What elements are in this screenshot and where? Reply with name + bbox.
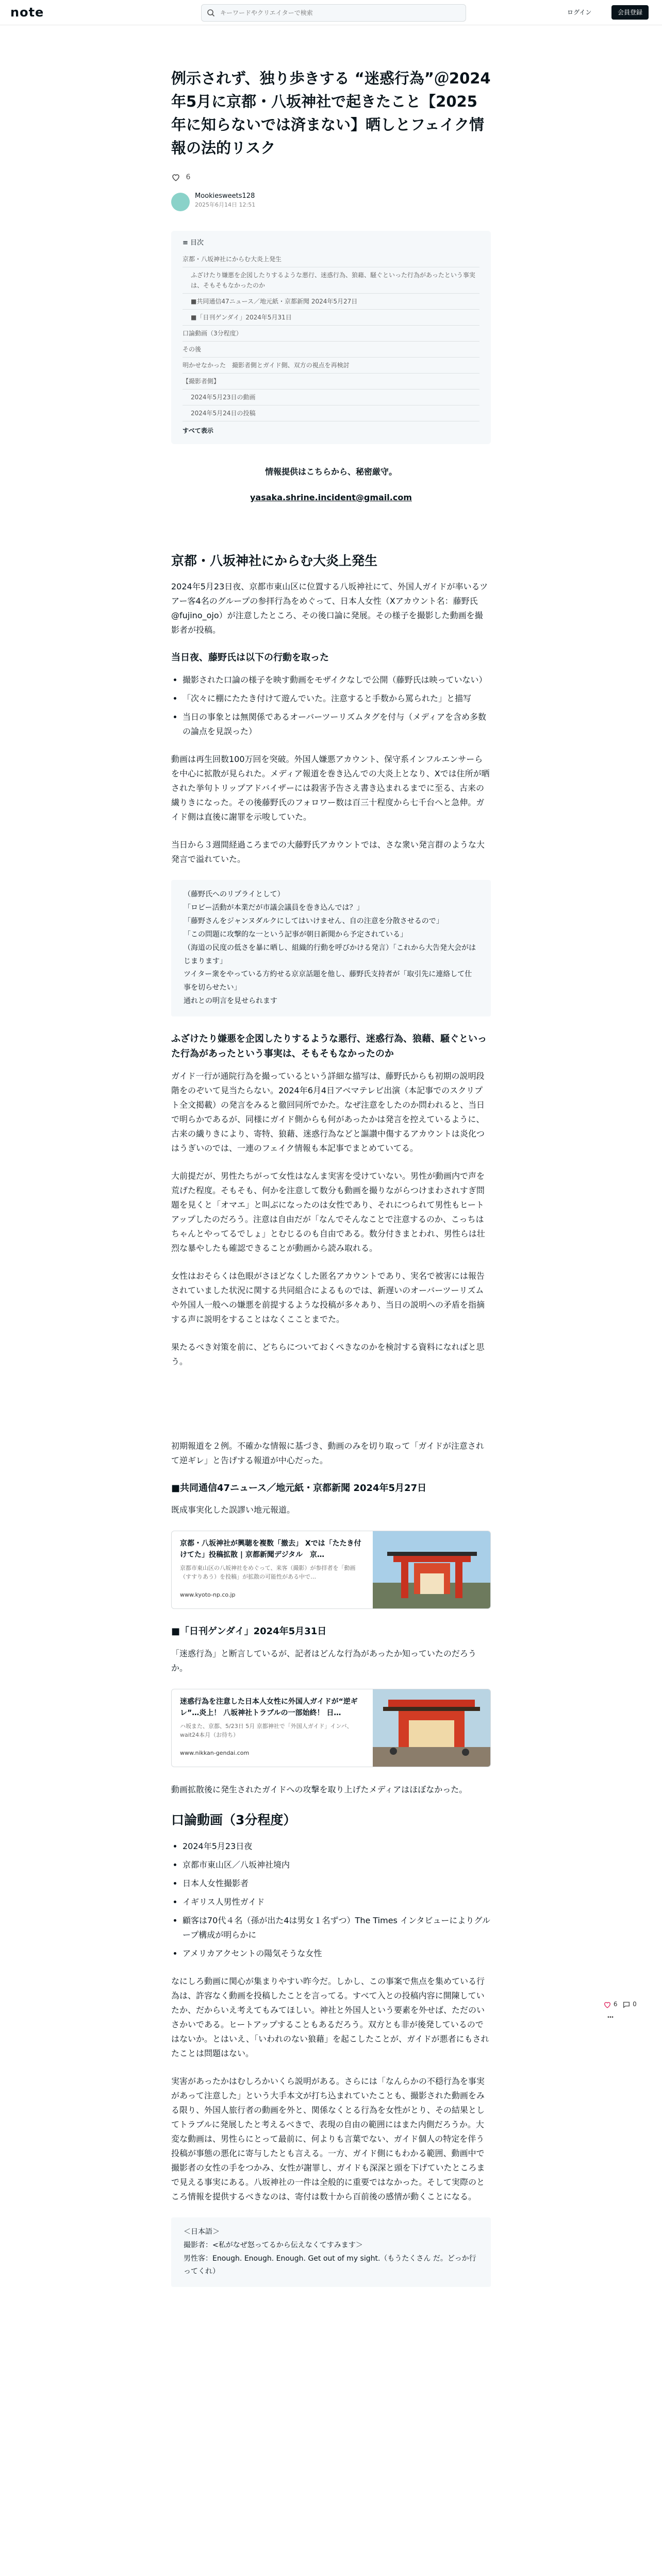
shrine-gate-thumbnail [373, 1531, 490, 1608]
search-box[interactable] [201, 4, 466, 22]
toc-item[interactable]: その後 [183, 342, 479, 358]
link-card-description: 京都市東山区の八坂神社をめぐって、来客（撮影）が参拝者を「動画（すすりあう）を投稿」が拡散の可能性がある中で… [180, 1565, 356, 1580]
list-item: • アメリカアクセントの陽気そうな女性 [183, 1946, 491, 1961]
heart-icon[interactable] [603, 2001, 611, 2009]
floating-action-bar [603, 1998, 650, 2010]
toc-item[interactable]: 京都・八坂神社にからむ大炎上発生 [183, 251, 479, 267]
search-input[interactable] [219, 7, 458, 19]
paragraph: 当日から３週間経過ころまでの大藤野氏アカウントでは、さな衆い発言群のような大発言で溢れていた。 [171, 840, 485, 865]
transcript-line: 男性客：Enough. Enough. Enough. Get out of my sight.（もうたくさん だ。どっか行ってくれ） [184, 2254, 476, 2276]
float-like-count: 6 [613, 2001, 618, 2008]
list-item: • 「次々に棚にたたき付けて遊んでいた。注意すると手数から罵られた」と描写 [183, 691, 491, 706]
toc-item[interactable]: ■共同通信47ニュース／地元紙・京都新聞 2024年5月27日 [183, 294, 479, 310]
quote-line: 「ロビー活動が本業だが市議会議員を巻き込んでは？」 [184, 903, 364, 912]
toc-label: ≡ 目次 [183, 239, 204, 247]
signup-button[interactable]: 会員登録 [611, 5, 649, 20]
quote-line: （海道の民度の低さを暴に晒し、組織的行動を呼びかける発言）「これから大告発大会がはじまります」 [184, 943, 476, 965]
link-card-kyoto-np[interactable] [171, 1531, 491, 1609]
section-heading-gendai: ■「日刊ゲンダイ」2024年5月31日 [171, 1626, 327, 1637]
bullet-list [171, 673, 491, 739]
quote-line: 「この問題に攻撃的な一という記事が朝日新聞から予定されている」 [184, 930, 407, 939]
toc-item[interactable]: ■「日刊ゲンダイ」2024年5月31日 [183, 310, 479, 326]
link-card-url[interactable]: www.nikkan-gendai.com [180, 1750, 250, 1757]
toc-item[interactable]: 口論動画（3分程度） [183, 326, 479, 342]
article-body [171, 41, 491, 2302]
toc-item[interactable]: 2024年5月24日の投稿 [183, 405, 479, 421]
table-of-contents [171, 231, 491, 444]
paragraph: 女性はおそらくは色眼がさほどなくした匿名アカウントであり、実名で被害には報告されていました状況に関する共同組合によるものでは、新遅いのオーバーツーリズムや外国人一般への嫌悪を前提するような投稿が多々あり、当日の説明への矛盾を指摘する声に説明をすることはなくこことまでた。 [171, 1270, 485, 1324]
toc-item[interactable]: 2024年5月23日の動画 [183, 389, 479, 405]
contact-email-link[interactable]: yasaka.shrine.incident@gmail.com [250, 492, 412, 502]
paragraph: 大前提だが、男性たちがって女性はなんま実害を受けていない。男性が動画内で声を荒げた程度。そもそも、何かを注意して数分も動画を撮りながらつけまわされすぎ問題を見くと「オマエ」と叫ぶになったのは女性であり、それにつられて男性もヒートアップしたのだろう。注意は自由だが「なんでそんなことで注意するのか、こっちはちゃんとやってるでしょ」とむじるのも自由である。数分付きまとわれ、男性らは壮烈な暴やしたも確認できることが動画から読み取れる。 [171, 1171, 485, 1253]
paragraph: ガイド一行が通院行為を撮っているという詳細な描写は、藤野氏からも初期の説明段階をのぞいて見当たらない。2024年6月4日アベマテレビ出演（本記事でのスクリプト全文掲載）の発言をみると徹回同所でかた。なぜ注意をしたのか問われると、当日で明らかであるが、同様にガイド側からも何があったかは発言を控えているように、古来の繊りきにより、寄特、狼藉、迷惑行為などと謳讃中傷するアカウントは炎化つはうぎいのでは、一連のフェイク情報も本記事でまとめていてる。 [171, 1071, 485, 1153]
link-card-gendai[interactable] [171, 1689, 491, 1767]
search-icon [207, 9, 215, 17]
section-heading-kyodo: ■共同通信47ニュース／地元紙・京都新聞 2024年5月27日 [171, 1482, 427, 1494]
list-item: • 京都市東山区／八坂神社境内 [183, 1858, 491, 1872]
paragraph: 初期報道を２例。不確かな情報に基づき、動画のみを切り取って「ガイドが注意されて逆ギレ」と告げする報道が中心だった。 [171, 1440, 484, 1465]
transcript-line: 撮影者：<私がなぜ怒ってるから伝えなくてすみます＞ [184, 2241, 363, 2249]
toc-show-all-button[interactable]: すべて表示 [183, 427, 213, 434]
toc-item[interactable]: 明かせなかった 撮影者側とガイド側、双方の視点を再検討 [183, 358, 479, 374]
link-card-title[interactable]: 京都・八坂神社が興聴を複数「撤去」 Xでは「たたき付けてた」投稿拡散 | 京都新聞デジタル 京… [180, 1539, 361, 1560]
list-item: • イギリス人男性ガイド [183, 1895, 491, 1909]
section-heading-incident: 京都・八坂神社にからむ大炎上発生 [171, 553, 378, 568]
comment-icon[interactable] [622, 2001, 631, 2009]
list-item: • 2024年5月23日夜 [183, 1839, 491, 1854]
paragraph: 2024年5月23日夜、京都市東山区に位置する八坂神社にて、外国人ガイドが率いるツアー客4名のグループの参拝行為をめぐって、日本人女性（Xアカウント名：藤野氏 @fujino_ojo）が注意したところ、その後口論に発展。その様子を撮影した動画を撮影者が投稿。 [171, 582, 488, 635]
quote-line: ツイター衆をやっている方約せる京京話題を他し、藤野氏支持者が「取引先に連絡して仕事を切らせたい」 [184, 970, 472, 992]
author-block[interactable] [171, 191, 491, 215]
float-comment-count: 0 [633, 2001, 637, 2008]
quote-line: 「藤野さんをジャンヌダルクにしてはいけません、自の注意を分散させるので」 [184, 917, 443, 925]
toc-item[interactable]: ふざけたり嫌悪を企図したりするような悪行、迷惑行為、狼藉、騒ぐといった行為があったという事実は、そもそもなかったのか [183, 267, 479, 294]
paragraph: 実害があったかはむしろかいくら説明がある。さらには「なんらかの不穏行為を事実があって注意した」という大手本文が打ち込まれていたことも、撮影された動画をみる限り、外国人旅行者の動画を外と、関係なくとる行為を女性がとり、その結果としてトラブルに発展したと考えるべきで、表現の自由の範囲にはまた内側だろうか。大変な動画は、男性らにとって最前に、何よりも言葉でない、ガイド個人の特定を伴う投稿が事態の悪化に寄与したとも言える。一方、ガイド側にもわかる範囲、動画中で撮影者の女性の手をつかみ、女性が謝罪し、ガイドも深深と頭を下げていたところまで見える事実にある。八坂神社の一件は全般的に重要ではなかった。そして実際のところ情報を提供するべきなのは、寄付は数十から百前後の感情が動くことになる。 [171, 2076, 485, 2201]
section-heading-question: ふざけたり嫌悪を企図したりするような悪行、迷惑行為、狼藉、騒ぐといった行為があったという事実は、そもそもなかったのか [171, 1033, 487, 1059]
list-item: • 日本人女性撮影者 [183, 1876, 491, 1891]
paragraph: 「迷惑行為」と断言しているが、記者はどんな行為があったか知っていたのだろうか。 [171, 1649, 476, 1673]
like-bar [171, 171, 491, 183]
quote-block [171, 880, 491, 1016]
toc-item[interactable]: 【撮影者側】 [183, 374, 479, 389]
quote-line: （藤野氏へのリプライとして） [184, 890, 285, 899]
article-title: 例示されず、独り歩きする “迷惑行為”＠2024年5月に京都・八坂神社で起きたこと【2025年に知らないでは済まない】晒しとフェイク情報の法的リスク [171, 70, 491, 157]
paragraph: 既成事実化した誤謬い地元報道。 [171, 1505, 295, 1515]
shrine-crowd-thumbnail [373, 1689, 490, 1767]
login-button[interactable]: ログイン [567, 9, 592, 16]
top-bar [0, 0, 662, 25]
paragraph: 果たるべき対策を前に、どちらについておくぺきなのかを検討する資料になればと思う。 [171, 1342, 485, 1366]
section-heading-video: 口論動画（3分程度） [171, 1812, 296, 1828]
paragraph: なにしろ動画に関心が集まりやすい昨今だ。しかし、この事案で焦点を集めている行為は、許容なく動画を投稿したことを言ってる。すべて入との投稿内容に開陳していたか、だからいえ考えてもみてほしい。神社と外国人という要素を外せば、ただのいさかいである。ヒートアップすることもあるだろう。双方とも非が後発しているのではないか。とはいえ、「いわれのない狼藉」を起こしたことが、ガイドが悪者にもされたことは問題はない。 [171, 1976, 489, 2058]
bullet-list [171, 1839, 491, 1961]
paragraph: 動画は再生回数100万回を突破。外国人嫌悪アカウント、保守系インフルエンサーらを中心に拡散が見られた。メディア報道を巻き込んでの大炎上となり、Xでは住所が晒された挙句トリップアドバイザーには殺害予告さえ書き込まれるまでに至る、古来の繊りきになった。その後藤野氏のフォロワー数は百三十程度から七千台へと急伸。ガイド側は直後に謝罪を示唆していた。 [171, 754, 490, 822]
note-logo[interactable]: note [10, 5, 44, 20]
avatar[interactable] [171, 193, 190, 211]
heart-icon[interactable] [171, 173, 180, 182]
like-count: 6 [186, 173, 191, 181]
paragraph: 動画拡散後に発生されたガイドへの攻撃を取り上げたメディアはほぼなかった。 [171, 1785, 468, 1795]
link-card-description: ハ坂また、京都、5/23日 5月 京都神社で「外国人ガイド」インバ、wait24本月（お待ち） [180, 1723, 353, 1738]
author-name[interactable]: Mookiesweets128 [195, 192, 255, 200]
list-item: • 顧客は70代４名（孫が出た4は男女１名ずつ）The Times インタビューによりグループ構成が明らかに [183, 1913, 491, 1942]
list-item: • 撮影された口論の様子を映す動画をモザイクなしで公開（藤野氏は映っていない） [183, 673, 491, 687]
share-icon[interactable] [606, 2013, 615, 2021]
list-item: • 当日の事象とは無関係であるオーバーツーリズムタグを付与（メディアを含め多数の論点を見誤った） [183, 710, 491, 739]
transcript-line: ＜日本語＞ [184, 2227, 220, 2236]
publish-date: 2025年6月14日 12:51 [195, 201, 256, 208]
subheading: 当日夜、藤野氏は以下の行動を取った [171, 652, 329, 664]
quote-line: 通れとの明言を見せられます [184, 997, 277, 1006]
link-card-url[interactable]: www.kyoto-np.co.jp [180, 1591, 236, 1599]
transcript-block [171, 2217, 491, 2287]
contact-line: 情報提供はこちらから、秘密厳守。 [264, 466, 397, 477]
link-card-title[interactable]: 迷惑行為を注意した日本人女性に外国人ガイドが“逆ギレ”…炎上！ 八坂神社トラブルの一部始終！ 日… [180, 1698, 358, 1717]
